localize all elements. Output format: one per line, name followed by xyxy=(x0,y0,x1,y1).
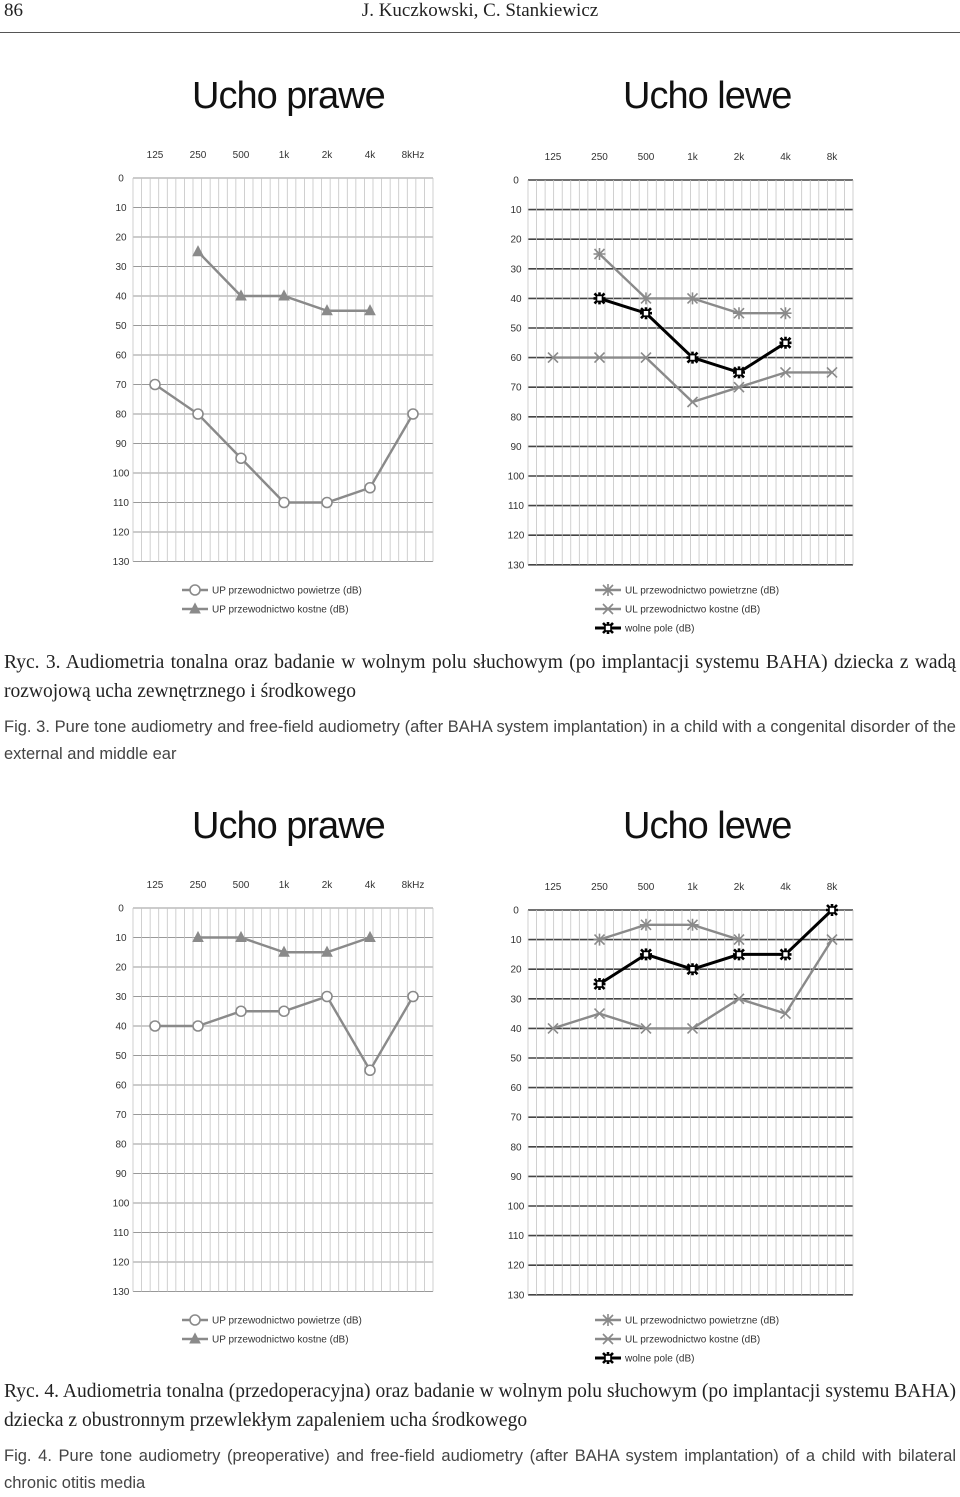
legend-label: UL przewodnictwo powietrzne (dB) xyxy=(625,1315,780,1327)
y-tick-label: 30 xyxy=(510,994,522,1006)
y-tick-label: 10 xyxy=(115,933,127,944)
data-point xyxy=(408,409,418,419)
y-tick-label: 130 xyxy=(507,1290,525,1302)
legend-label: UP przewodnictwo kostne (dB) xyxy=(212,604,349,616)
data-point xyxy=(322,992,332,1002)
y-tick-label: 100 xyxy=(112,1198,130,1210)
x-tick-label: 250 xyxy=(189,880,207,891)
y-tick-label: 130 xyxy=(112,557,130,568)
data-point xyxy=(594,292,606,304)
y-tick-label: 100 xyxy=(507,471,525,483)
legend-label: UP przewodnictwo kostne (dB) xyxy=(212,1334,349,1346)
data-point xyxy=(279,1006,289,1016)
chart-grid xyxy=(133,908,433,1292)
y-tick-label: 70 xyxy=(510,382,522,394)
y-tick-label: 60 xyxy=(115,1080,127,1092)
chart-title: Ucho lewe xyxy=(623,805,792,847)
data-point xyxy=(190,585,200,595)
data-point xyxy=(687,963,699,975)
data-point xyxy=(733,307,745,319)
data-point xyxy=(236,453,246,463)
x-tick-label: 500 xyxy=(637,882,655,893)
x-tick-label: 4k xyxy=(364,150,376,161)
y-tick-label: 0 xyxy=(118,173,124,185)
y-tick-label: 60 xyxy=(510,1083,522,1095)
data-point xyxy=(640,307,652,319)
data-point xyxy=(602,1314,614,1326)
data-point xyxy=(365,483,375,493)
x-tick-label: 125 xyxy=(544,882,562,893)
data-point xyxy=(826,904,838,916)
x-tick-label: 4k xyxy=(780,152,791,163)
legend-label: UL przewodnictwo kostne (dB) xyxy=(625,1334,761,1346)
x-tick-label: 125 xyxy=(544,152,562,163)
figure-caption-en: Fig. 3. Pure tone audiometry and free-field audiometry (after BAHA system implantation) in a child with a congenital disorder of the external and middle ear xyxy=(4,718,956,763)
x-tick-label: 4k xyxy=(364,880,376,891)
x-tick-label: 4k xyxy=(780,882,791,893)
data-point xyxy=(687,352,699,364)
audiogram-fig3-right xyxy=(100,70,460,640)
data-point xyxy=(640,948,652,960)
y-tick-label: 10 xyxy=(115,203,127,214)
y-tick-label: 30 xyxy=(115,262,127,273)
data-point xyxy=(687,292,699,304)
data-point xyxy=(594,978,606,990)
data-point xyxy=(733,948,745,960)
data-point xyxy=(193,1021,203,1031)
series-line xyxy=(600,925,740,940)
x-tick-label: 500 xyxy=(637,152,655,163)
y-tick-label: 0 xyxy=(513,905,519,917)
y-tick-label: 100 xyxy=(507,1201,525,1213)
data-point xyxy=(193,409,203,419)
y-tick-label: 40 xyxy=(115,1021,127,1033)
x-tick-label: 8kHz xyxy=(401,150,425,161)
x-tick-label: 2k xyxy=(321,150,333,161)
y-tick-label: 80 xyxy=(115,1139,127,1151)
x-tick-label: 1k xyxy=(687,882,698,893)
x-tick-label: 1k xyxy=(278,880,290,891)
data-point xyxy=(322,498,332,508)
y-tick-label: 40 xyxy=(510,293,522,305)
y-tick-label: 20 xyxy=(115,232,127,244)
y-tick-label: 90 xyxy=(510,441,522,453)
y-tick-label: 90 xyxy=(115,439,127,450)
x-tick-label: 125 xyxy=(146,150,164,161)
y-tick-label: 40 xyxy=(510,1023,522,1035)
page-number: 86 xyxy=(4,0,23,21)
running-head: J. Kuczkowski, C. Stankiewicz xyxy=(361,0,599,21)
x-tick-label: 2k xyxy=(733,152,745,163)
x-tick-label: 1k xyxy=(687,152,698,163)
legend-label: wolne pole (dB) xyxy=(625,1353,695,1365)
legend-label: wolne pole (dB) xyxy=(625,623,695,635)
data-point xyxy=(602,584,614,596)
y-tick-label: 90 xyxy=(115,1169,127,1180)
x-tick-label: 250 xyxy=(591,882,608,893)
data-point xyxy=(640,919,652,931)
y-tick-label: 110 xyxy=(508,501,524,513)
series-line xyxy=(198,252,370,311)
y-tick-label: 130 xyxy=(507,560,525,572)
x-tick-label: 8k xyxy=(826,152,838,163)
x-tick-label: 2k xyxy=(321,880,333,891)
data-point xyxy=(594,934,606,946)
data-point xyxy=(236,1006,246,1016)
y-tick-label: 110 xyxy=(508,1231,524,1243)
data-point xyxy=(602,622,614,634)
y-tick-label: 50 xyxy=(510,1053,522,1065)
audiogram-fig4-right xyxy=(100,800,460,1370)
y-tick-label: 0 xyxy=(513,175,519,187)
y-tick-label: 120 xyxy=(507,530,525,542)
x-tick-label: 500 xyxy=(232,150,250,161)
y-tick-label: 60 xyxy=(115,350,127,362)
legend-label: UL przewodnictwo kostne (dB) xyxy=(625,604,761,616)
y-tick-label: 120 xyxy=(507,1260,525,1272)
chart-panel-fig4-right xyxy=(100,800,460,1370)
y-tick-label: 30 xyxy=(510,264,522,276)
y-tick-label: 70 xyxy=(115,1110,127,1121)
series-line xyxy=(553,358,832,402)
y-tick-label: 90 xyxy=(510,1171,522,1183)
data-point xyxy=(279,498,289,508)
y-tick-label: 110 xyxy=(113,1228,129,1239)
y-tick-label: 120 xyxy=(112,527,130,539)
figure-caption-en: Fig. 4. Pure tone audiometry (preoperative) and free-field audiometry (after BAHA system implantation) of a child with bilateral chronic otitis media xyxy=(4,1447,956,1492)
y-tick-label: 20 xyxy=(510,964,522,976)
legend-label: UL przewodnictwo powietrzne (dB) xyxy=(625,585,780,597)
y-tick-label: 0 xyxy=(118,903,124,915)
y-tick-label: 40 xyxy=(115,291,127,303)
chart-title: Ucho lewe xyxy=(623,75,792,117)
data-point xyxy=(365,1065,375,1075)
y-tick-label: 80 xyxy=(510,412,522,424)
y-tick-label: 20 xyxy=(510,234,522,246)
audiogram-fig4-left xyxy=(495,800,875,1375)
y-tick-label: 80 xyxy=(510,1142,522,1154)
y-tick-label: 60 xyxy=(510,353,522,365)
y-tick-label: 70 xyxy=(115,380,127,391)
y-tick-label: 10 xyxy=(510,935,522,947)
x-tick-label: 500 xyxy=(232,880,250,891)
data-point xyxy=(150,1021,160,1031)
y-tick-label: 70 xyxy=(510,1112,522,1124)
data-point xyxy=(594,248,606,260)
chart-panel-fig3-left xyxy=(495,70,875,645)
y-tick-label: 110 xyxy=(113,498,129,509)
audiogram-fig3-left xyxy=(495,70,875,645)
data-point xyxy=(733,366,745,378)
data-point xyxy=(780,307,792,319)
figure-caption-pl: Ryc. 3. Audiometria tonalna oraz badanie w wolnym polu słuchowym (po implantacji systemu BAHA) dziecka z wadą rozwojową ucha zewnętrznego i środkowego xyxy=(4,652,956,702)
figure-caption-pl: Ryc. 4. Audiometria tonalna (przedoperacyjna) oraz badanie w wolnym polu słuchowym (po implantacji systemu BAHA) dziecka z obustronnym przewlekłym zapaleniem ucha środkowego xyxy=(4,1381,956,1431)
y-tick-label: 20 xyxy=(115,962,127,974)
header-rule xyxy=(0,32,960,33)
data-point xyxy=(190,1315,200,1325)
data-point xyxy=(150,380,160,390)
x-tick-label: 2k xyxy=(733,882,745,893)
y-tick-label: 80 xyxy=(115,409,127,421)
data-point xyxy=(733,934,745,946)
y-tick-label: 50 xyxy=(115,321,127,332)
data-point xyxy=(408,992,418,1002)
data-point xyxy=(602,1352,614,1364)
x-tick-label: 1k xyxy=(278,150,290,161)
x-tick-label: 8kHz xyxy=(401,880,425,891)
chart-panel-fig4-left xyxy=(495,800,875,1375)
y-tick-label: 30 xyxy=(115,992,127,1003)
y-tick-label: 50 xyxy=(115,1051,127,1062)
page-header xyxy=(0,0,960,28)
data-point xyxy=(780,948,792,960)
y-tick-label: 120 xyxy=(112,1257,130,1269)
data-point xyxy=(640,292,652,304)
chart-title: Ucho prawe xyxy=(192,805,385,847)
series-line xyxy=(600,910,833,984)
data-point xyxy=(365,932,375,942)
legend-label: UP przewodnictwo powietrze (dB) xyxy=(212,585,362,597)
x-tick-label: 8k xyxy=(826,882,838,893)
chart-panel-fig3-right xyxy=(100,70,460,640)
x-tick-label: 250 xyxy=(591,152,608,163)
chart-title: Ucho prawe xyxy=(192,75,385,117)
data-point xyxy=(780,337,792,349)
x-tick-label: 250 xyxy=(189,150,207,161)
legend-label: UP przewodnictwo powietrze (dB) xyxy=(212,1315,362,1327)
x-tick-label: 125 xyxy=(146,880,164,891)
y-tick-label: 50 xyxy=(510,323,522,335)
y-tick-label: 10 xyxy=(510,205,522,217)
y-tick-label: 130 xyxy=(112,1287,130,1298)
y-tick-label: 100 xyxy=(112,468,130,480)
data-point xyxy=(687,919,699,931)
